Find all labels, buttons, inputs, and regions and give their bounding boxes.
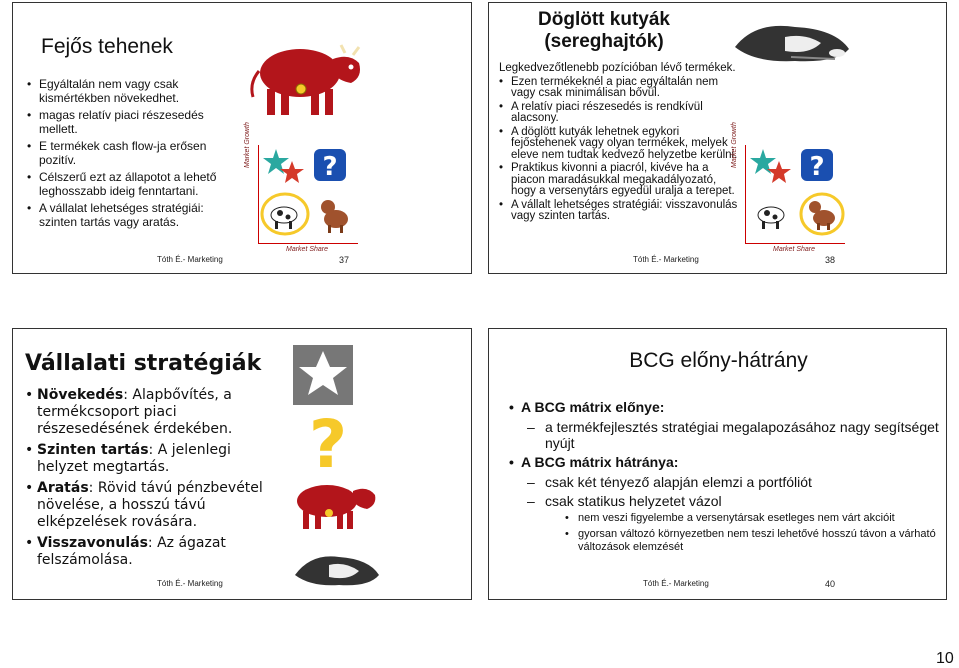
slide-corporate-strategies [12,328,472,600]
slide-title-text: Döglött kutyák (sereghajtók) [538,9,670,52]
term: Visszavonulás [37,535,148,551]
list-item: Legkedvezőtlenebb pozícióban lévő termékek. [499,62,736,74]
bcg-matrix [244,122,368,255]
definition: : Alapbővítés, a termékcsoport piaci részesedésének érdekében. [37,387,233,437]
star-icon [262,147,306,191]
page-number: 10 [936,650,954,667]
list-item-heading: • A BCG mátrix hátránya: [509,454,939,470]
list-item: • A relatív piaci részesedés is rendkívül alacsony. [499,102,739,125]
axis-label-x: Market Share [773,246,816,253]
axis-label-x: Market Share [286,246,329,253]
term: Szinten tartás [37,442,149,458]
star-icon [293,345,353,405]
list-item: • gyorsan változó környezetben nem teszi lehetővé hosszú távon a várható változások elemzését [509,528,939,554]
list-item: • A vállalt lehetséges stratégiái: visszavonulás vagy szinten tartás. [499,200,739,223]
list-item: – a termékfejlesztés stratégiai megalapozásához nagy segítséget nyújt [509,419,939,451]
cow-illustration [285,475,381,531]
axis-label-y: Market Growth [244,122,251,168]
list-item: • Praktikus kivonni a piacról, kivéve ha a piacon maradásukkal megakadályozató, hogy a versenytárs egyedül uralja a terepet. [499,163,739,198]
definition: : Rövid távú pénzbevétel növelése, a hosszú távú elképzelések rovására. [37,480,263,530]
list-item: • A vállalat lehetséges stratégiái: szinten tartás vagy aratás. [27,201,242,229]
list-item: • Egyáltalán nem vagy csak kismértékben növekedhet. [27,77,242,105]
cash-cow-icon [747,191,797,237]
list-item [25,442,275,476]
list-item [25,387,275,438]
bullet-list [499,63,739,225]
cash-cow-icon [260,191,310,237]
slide-title: Vállalati stratégiák [25,351,262,376]
slide-bcg-pros-cons [488,328,947,600]
svg-text:?: ? [322,152,338,182]
term: Aratás [37,480,89,496]
list-item: • magas relatív piaci részesedés mellett. [27,108,242,136]
dog-icon [799,191,845,237]
list-item [25,535,275,569]
pros-cons-list [509,397,939,557]
list-item [25,480,275,531]
term: Növekedés [37,387,124,403]
list-item-heading: • A BCG mátrix előnye: [509,399,939,415]
sleeping-dog-illustration [289,541,383,591]
footer-author: Tóth É.- Marketing [157,255,223,264]
slide-number: 40 [825,579,836,589]
sleeping-dog-illustration [725,7,857,67]
footer-author: Tóth É.- Marketing [643,579,709,588]
svg-text:?: ? [308,406,348,475]
question-mark-icon [312,147,348,183]
question-mark-icon [799,147,835,183]
list-item: – csak statikus helyzetet vázol [509,493,939,509]
footer-author: Tóth É.- Marketing [157,579,223,588]
list-item: • A döglött kutyák lehetnek egykori fejőstehenek vagy olyan termékek, melyek eleve nem tudtak kedvező helyzetbe kerülni. [499,127,739,162]
definition: : A jelenlegi helyzet megtartás. [37,442,231,475]
bcg-matrix [731,122,855,255]
list-item: • E termékek cash flow-ja erősen pozitív. [27,139,242,167]
slide-dead-dogs [488,2,947,274]
dog-icon [314,193,354,235]
footer-author: Tóth É.- Marketing [633,255,699,264]
slide-number: 37 [339,255,350,265]
slide-title: Fejős tehenek [41,35,173,58]
list-item: – csak két tényező alapján elemzi a portfóliót [509,474,939,490]
svg-text:?: ? [809,152,825,182]
star-icon [749,147,793,191]
cow-illustration [245,31,367,123]
slide-number: 38 [825,255,836,265]
slide-title [489,9,719,53]
slide-title: BCG előny-hátrány [629,349,808,372]
bullet-list [25,387,275,573]
slide-cash-cows [12,2,472,274]
list-item: • Célszerű ezt az állapotot a lehető leghosszabb ideig fenntartani. [27,170,242,198]
axis-label-y: Market Growth [731,122,738,168]
list-item: • nem veszi figyelembe a versenytársak esetleges nem várt akcióit [509,512,939,525]
definition: : Az ágazat felszámolása. [37,535,226,568]
question-mark-icon [303,405,353,475]
bullet-list [27,77,242,232]
list-item: • Ezen termékeknél a piac egyáltalán nem vagy csak minimálisan bővül. [499,77,739,100]
